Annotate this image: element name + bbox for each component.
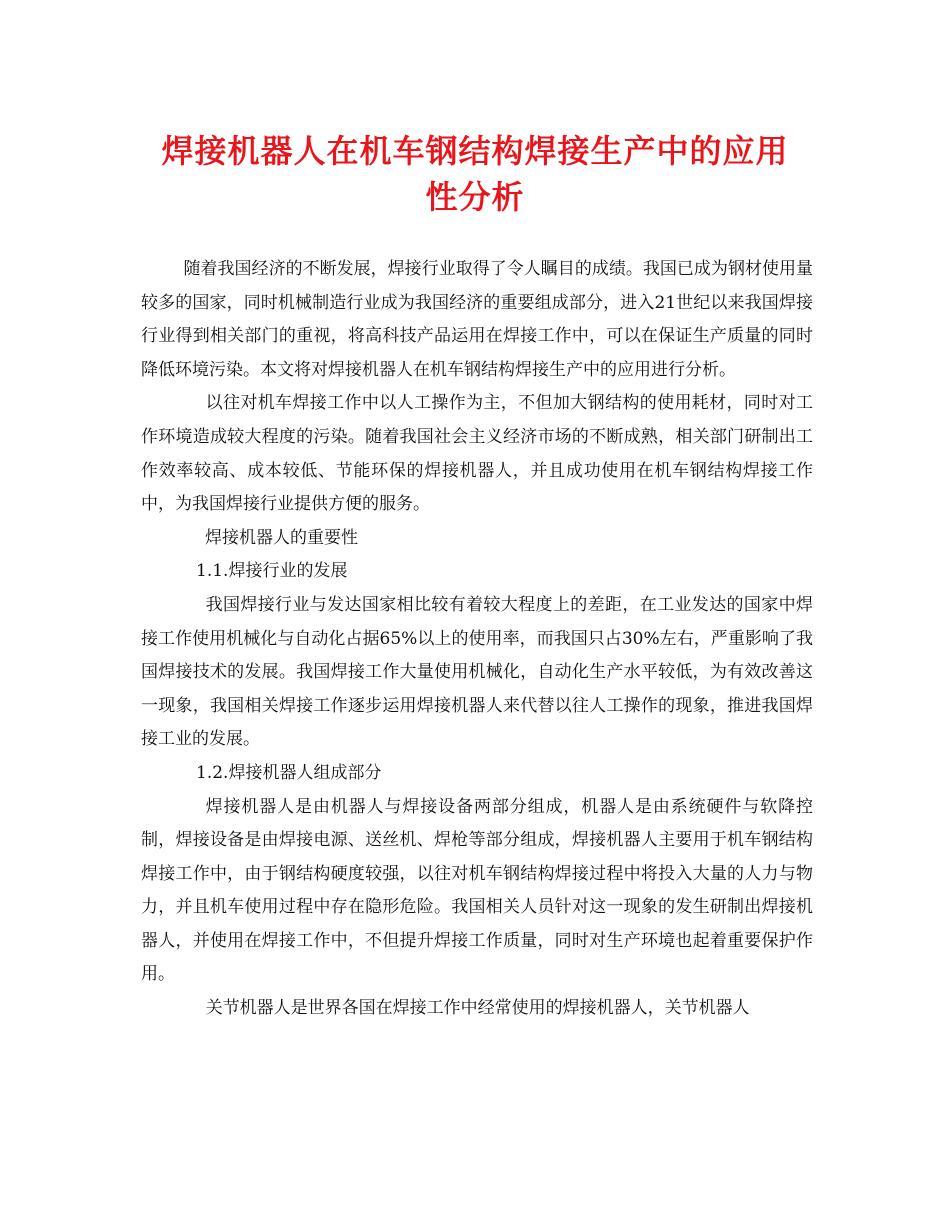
section-heading: 焊接机器人的重要性	[205, 527, 358, 548]
paragraph-robot-components: 焊接机器人是由机器人与焊接设备两部分组成，机器人是由系统硬件与软降控制，焊接设备是由焊接电源、送丝机、焊枪等部分组成，焊接机器人主要用于机车钢结构焊接工作中，由于钢结构硬度较强，以往对机车钢结构焊接过程中将投入大量的人力与物力，并且机车使用过程中存在隐形危险。我国相关人员针对这一现象的发生研制出焊接机器人，并使用在焊接工作中，不但提升焊接工作质量，同时对生产环境也起着重要保护作用。	[141, 796, 813, 985]
paragraph-joint-robot: 关节机器人是世界各国在焊接工作中经常使用的焊接机器人，关节机器人	[205, 998, 750, 1019]
document-body	[141, 253, 813, 1026]
paragraph-intro: 随着我国经济的不断发展，焊接行业取得了令人瞩目的成绩。我国已成为钢材使用量较多的国家，同时机械制造行业成为我国经济的重要组成部分，进入21世纪以来我国焊接行业得到相关部门的重视，将高科技产品运用在焊接工作中，可以在保证生产质量的同时降低环境污染。本文将对焊接机器人在机车钢结构焊接生产中的应用进行分析。	[141, 259, 813, 380]
paragraph-industry-development: 我国焊接行业与发达国家相比较有着较大程度上的差距，在工业发达的国家中焊接工作使用机械化与自动化占据65%以上的使用率，而我国只占30%左右，严重影响了我国焊接技术的发展。我国焊接工作大量使用机械化，自动化生产水平较低，为有效改善这一现象，我国相关焊接工作逐步运用焊接机器人来代替以往人工操作的现象，推进我国焊接工业的发展。	[141, 594, 813, 750]
paragraph-background: 以往对机车焊接工作中以人工操作为主，不但加大钢结构的使用耗材，同时对工作环境造成较大程度的污染。随着我国社会主义经济市场的不断成熟，相关部门研制出工作效率较高、成本较低、节能环保的焊接机器人，并且成功使用在机车钢结构焊接工作中，为我国焊接行业提供方便的服务。	[141, 393, 813, 515]
document-title	[100, 128, 850, 220]
subsection-heading-1-1: 1.1.焊接行业的发展	[196, 561, 348, 582]
title-line-1: 焊接机器人在机车钢结构焊接生产中的应用	[161, 132, 789, 170]
subsection-heading-1-2: 1.2.焊接机器人组成部分	[196, 762, 382, 783]
title-line-2: 性分析	[425, 178, 525, 216]
